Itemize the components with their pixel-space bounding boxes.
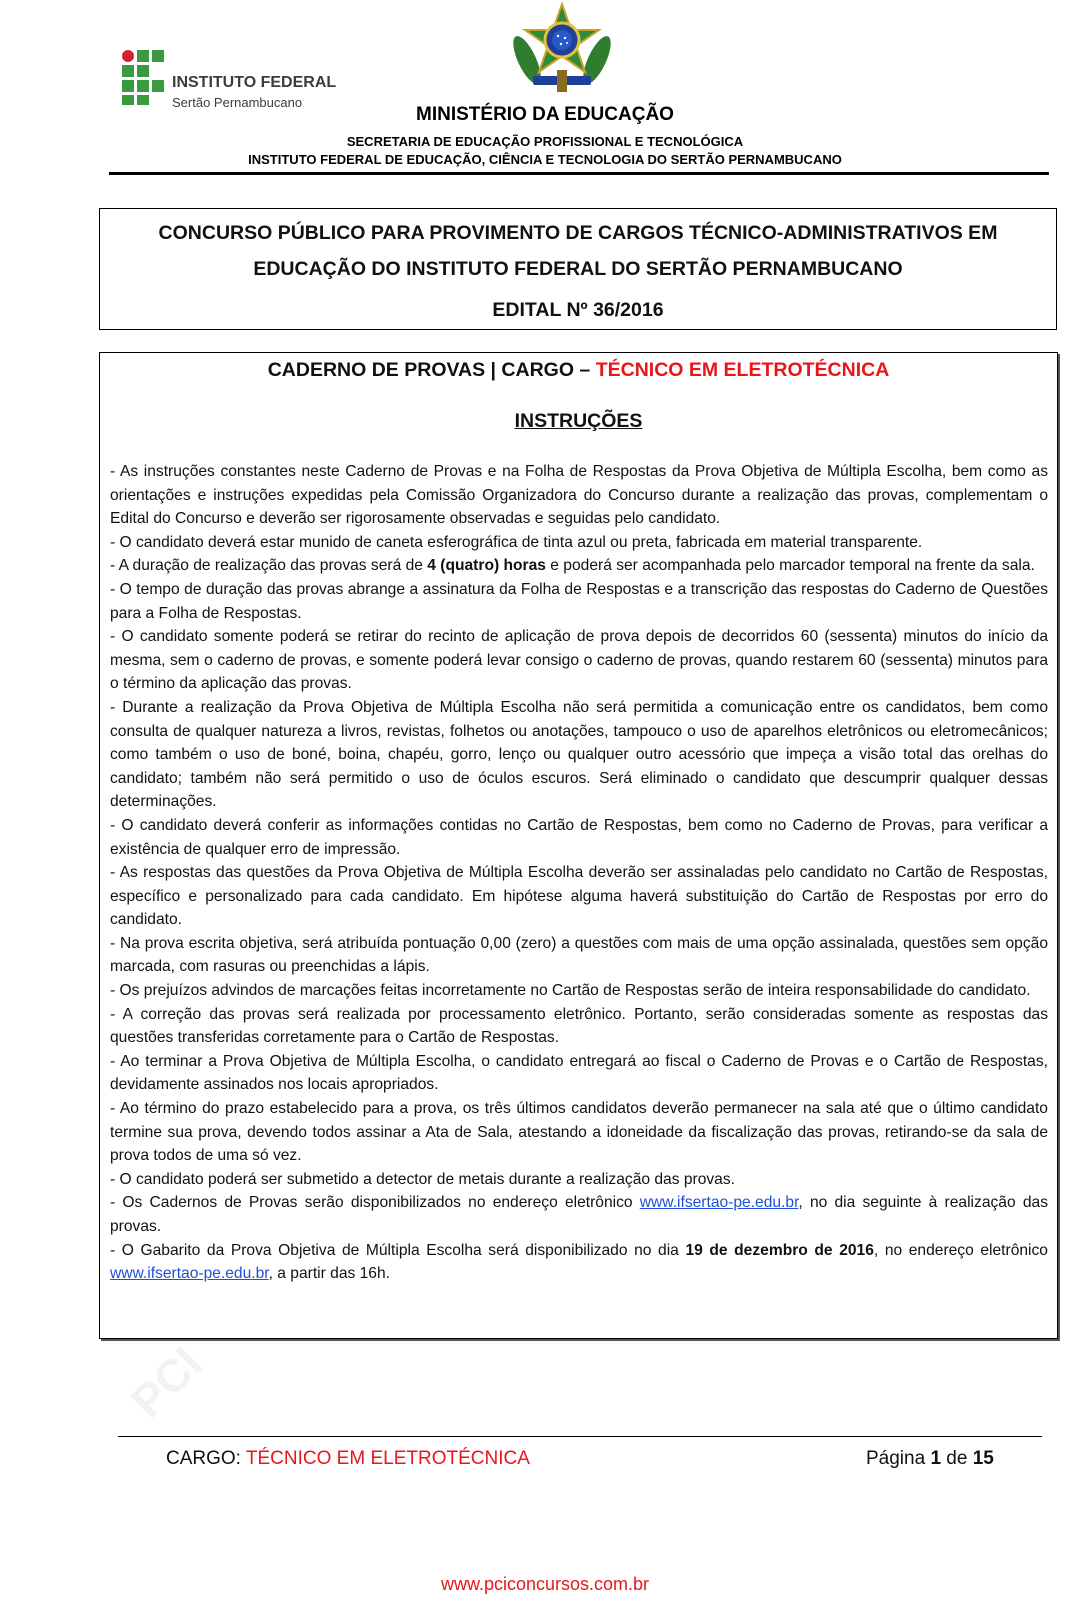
page-label: Página	[866, 1448, 931, 1469]
ministry-title: MINISTÉRIO DA EDUCAÇÃO	[416, 104, 674, 125]
source-site-link[interactable]: www.pciconcursos.com.br	[440, 1574, 650, 1594]
caderno-heading	[100, 359, 1057, 382]
watermark: PCI	[120, 1336, 212, 1428]
page-of: de	[941, 1448, 973, 1469]
footer-cargo	[166, 1448, 530, 1470]
instruction-item: - As instruções constantes neste Caderno de Provas e na Folha de Respostas da Prova Objetiva de Múltipla Escolha, bem como as orientações e instruções expedidas pela Comissão Organizadora do Concurso durante a realização das provas, complementam o Edital do Concurso e deverão ser rigorosamente observadas e seguidas pelo candidato.	[110, 463, 1048, 528]
instruction-item	[110, 554, 1048, 578]
contest-title-line-2: EDUCAÇÃO DO INSTITUTO FEDERAL DO SERTÃO PERNAMBUCANO	[253, 258, 903, 280]
ifsertao-link[interactable]: www.ifsertao-pe.edu.br	[110, 1265, 269, 1283]
instruction-text: , no dia seguinte à realização das provas.	[110, 1194, 1048, 1235]
instruction-item: - Os prejuízos advindos de marcações feitas incorretamente no Cartão de Respostas serão de inteira responsabilidade do candidato.	[110, 982, 1031, 1000]
caderno-cargo: TÉCNICO EM ELETROTÉCNICA	[595, 359, 890, 381]
page-total: 15	[972, 1448, 994, 1469]
instructions-list	[110, 460, 1048, 1286]
instruction-text: e poderá ser acompanhada pelo marcador temporal na frente da sala.	[545, 557, 1035, 575]
instruction-item: - Na prova escrita objetiva, será atribuída pontuação 0,00 (zero) a questões com mais de uma opção assinalada, questões sem opção marcada, com rasuras ou preenchidas a lápis.	[110, 934, 1048, 976]
institute-logo-grid-icon	[122, 50, 164, 106]
instruction-bold: 19 de dezembro de 2016	[685, 1241, 874, 1259]
instruction-text: - A duração de realização das provas será de	[110, 557, 428, 575]
instructions-title: INSTRUÇÕES	[514, 410, 643, 432]
instruction-text: - Os Cadernos de Provas serão disponibilizados no endereço eletrônico	[110, 1194, 640, 1212]
instruction-text: - O Gabarito da Prova Objetiva de Múltipla Escolha será disponibilizado no dia	[110, 1241, 686, 1259]
institute-logo	[122, 48, 352, 110]
instruction-item	[110, 1191, 1048, 1238]
instruction-bold: 4 (quatro) horas	[427, 557, 546, 575]
instructions-box	[99, 352, 1058, 1339]
footer-divider	[118, 1436, 1042, 1437]
instituto-title: INSTITUTO FEDERAL DE EDUCAÇÃO, CIÊNCIA E TECNOLOGIA DO SERTÃO PERNAMBUCANO	[248, 152, 842, 167]
caderno-heading-prefix: CADERNO DE PROVAS | CARGO –	[267, 359, 596, 381]
instruction-item: - Durante a realização da Prova Objetiva de Múltipla Escolha não será permitida a comunicação entre os candidatos, bem como consulta de qualquer natureza a livros, revistas, folhetos ou anotações, tampouco o uso de aparelhos eletrônicos ou eletromecânicos; como também o uso de boné, boina, chapéu, gorro, lenço ou qualquer outro acessório que impeça a visão total das orelhas do candidato; também não será permitido o uso de óculos escuros. Será eliminado o candidato que descumprir qualquer dessas determinações.	[110, 698, 1048, 811]
instruction-item: - O candidato poderá ser submetido a detector de metais durante a realização das provas.	[110, 1170, 735, 1188]
brazil-coat-of-arms-icon	[511, 0, 613, 98]
instruction-item: - O tempo de duração das provas abrange a assinatura da Folha de Respostas e a transcrição das respostas do Caderno de Questões para a Folha de Respostas.	[110, 580, 1048, 622]
secretaria-title: SECRETARIA DE EDUCAÇÃO PROFISSIONAL E TECNOLÓGICA	[346, 134, 744, 149]
footer-cargo-value: TÉCNICO EM ELETROTÉCNICA	[245, 1448, 530, 1469]
instruction-item: - Ao terminar a Prova Objetiva de Múltipla Escolha, o candidato entregará ao fiscal o Caderno de Provas e o Cartão de Respostas, devidamente assinados nos locais apropriados.	[110, 1052, 1048, 1094]
institute-campus: Sertão Pernambucano	[172, 95, 303, 110]
instruction-item: - A correção das provas será realizada por processamento eletrônico. Portanto, serão consideradas somente as respostas das questões transferidas corretamente para o Cartão de Respostas.	[110, 1005, 1048, 1047]
header-divider	[109, 172, 1049, 175]
instruction-item	[110, 1239, 1048, 1286]
instruction-text: , no endereço eletrônico	[873, 1241, 1048, 1259]
instruction-item: - O candidato deverá conferir as informações contidas no Cartão de Respostas, bem como no Caderno de Provas, para verificar a existência de qualquer erro de impressão.	[110, 816, 1048, 858]
instruction-item: - O candidato deverá estar munido de caneta esferográfica de tinta azul ou preta, fabricada em material transparente.	[110, 533, 923, 551]
edital-number: EDITAL Nº 36/2016	[492, 299, 664, 321]
instruction-item: - As respostas das questões da Prova Objetiva de Múltipla Escolha deverão ser assinaladas pelo candidato no Cartão de Respostas, específico e personalizado para cada candidato. Em hipótese alguma haverá substituição do Cartão de Respostas por erro do candidato.	[110, 864, 1048, 929]
institute-name: INSTITUTO FEDERAL	[172, 74, 337, 91]
page-indicator	[866, 1448, 994, 1470]
ifsertao-link[interactable]: www.ifsertao-pe.edu.br	[639, 1194, 799, 1212]
instruction-text: , a partir das 16h.	[268, 1265, 390, 1283]
contest-title-line-1: CONCURSO PÚBLICO PARA PROVIMENTO DE CARGOS TÉCNICO-ADMINISTRATIVOS EM	[158, 222, 998, 244]
footer-cargo-label: CARGO:	[166, 1448, 246, 1469]
instruction-item: - O candidato somente poderá se retirar do recinto de aplicação de prova depois de decorridos 60 (sessenta) minutos do início da mesma, sem o caderno de provas, e somente poderá levar consigo o caderno de provas, quando restarem 60 (sessenta) minutos para o término da aplicação das provas.	[110, 628, 1048, 693]
instruction-item: - Ao término do prazo estabelecido para a prova, os três últimos candidatos deverão permanecer na sala até que o último candidato termine sua prova, devendo todos assinar a Ata de Sala, atestando a idoneidade da fiscalização das provas, retirando-se da sala de prova todos de uma só vez.	[110, 1100, 1048, 1165]
contest-title-box	[99, 208, 1057, 330]
page-current: 1	[930, 1448, 942, 1469]
